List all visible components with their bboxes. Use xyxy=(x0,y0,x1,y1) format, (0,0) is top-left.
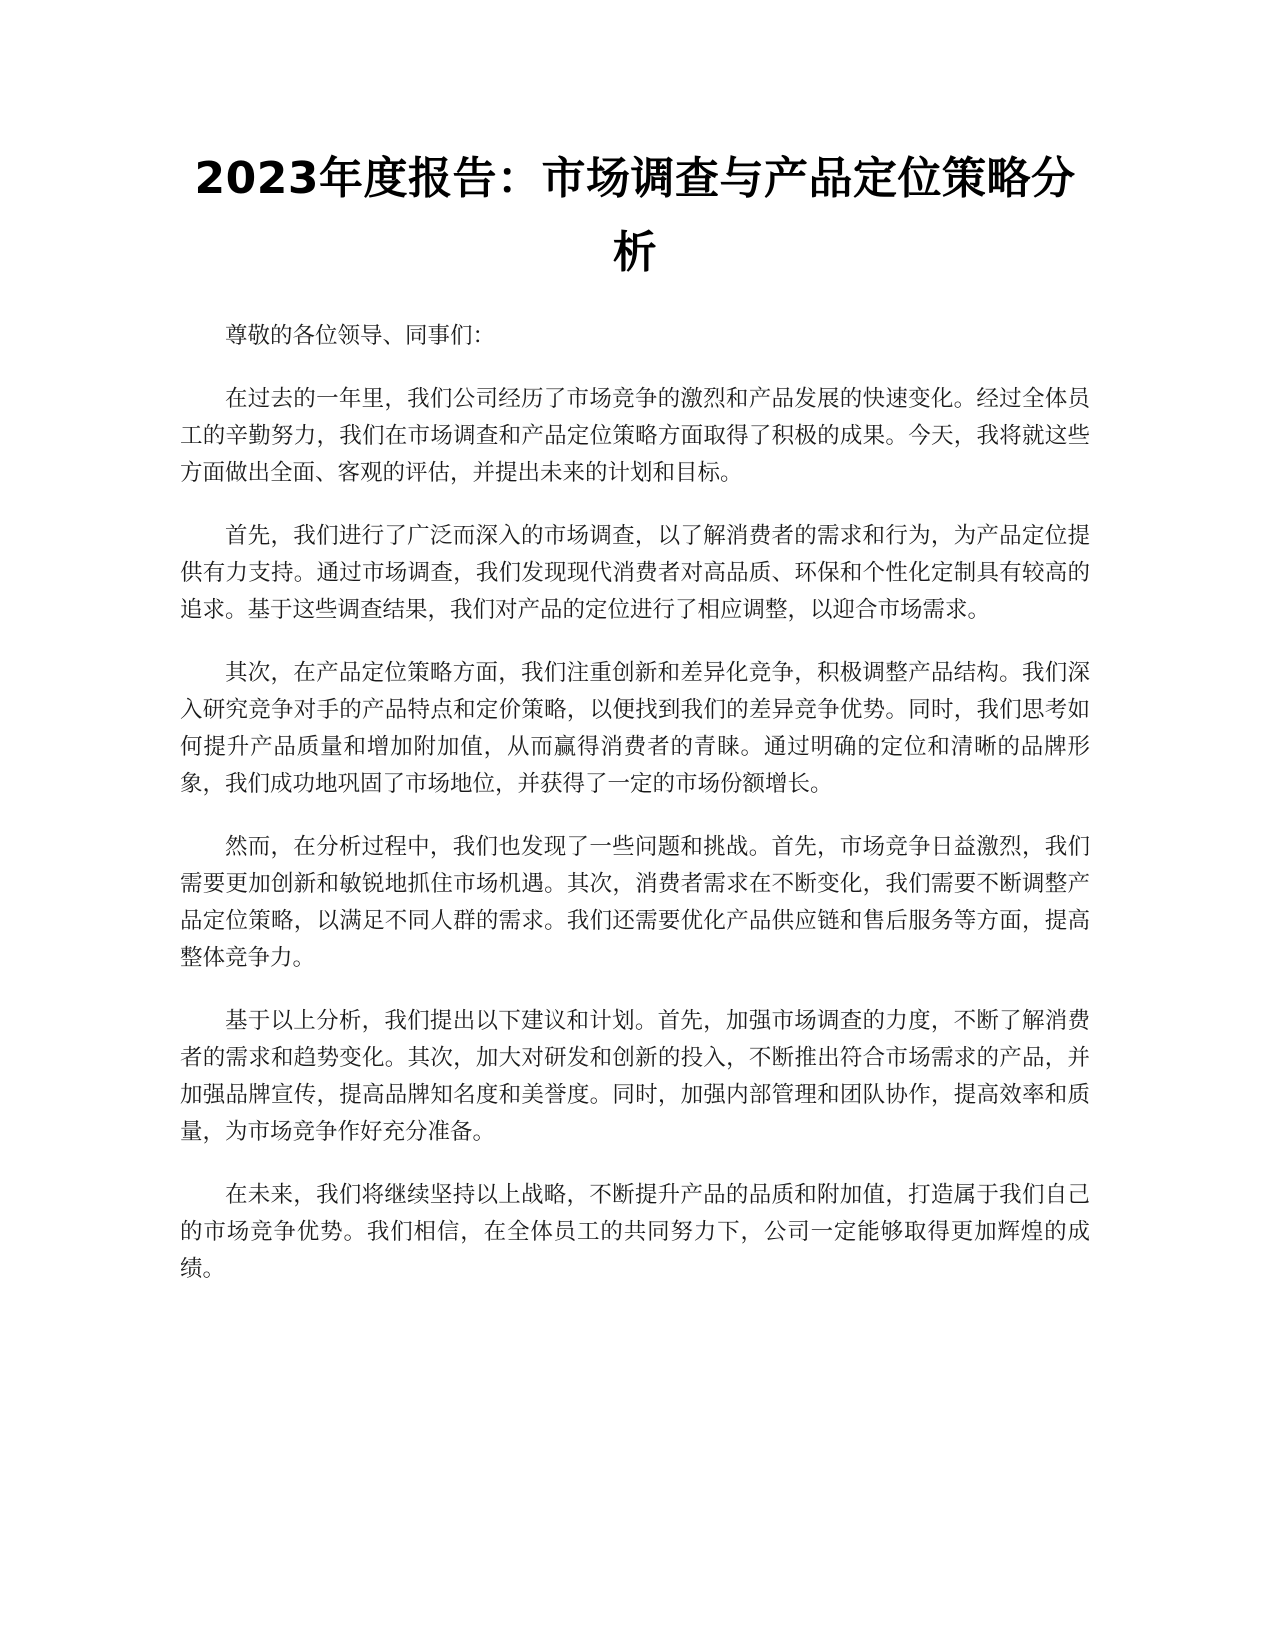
body-paragraph-6: 在未来，我们将继续坚持以上战略，不断提升产品的品质和附加值，打造属于我们自己的市场竞争优势。我们相信，在全体员工的共同努力下，公司一定能够取得更加辉煌的成绩。 xyxy=(180,1182,1090,1282)
body-paragraph-2: 首先，我们进行了广泛而深入的市场调查，以了解消费者的需求和行为，为产品定位提供有力支持。通过市场调查，我们发现现代消费者对高品质、环保和个性化定制具有较高的追求。基于这些调查结果，我们对产品的定位进行了相应调整，以迎合市场需求。 xyxy=(180,523,1090,623)
body-paragraph-4: 然而，在分析过程中，我们也发现了一些问题和挑战。首先，市场竞争日益激烈，我们需要更加创新和敏锐地抓住市场机遇。其次，消费者需求在不断变化，我们需要不断调整产品定位策略，以满足不同人群的需求。我们还需要优化产品供应链和售后服务等方面，提高整体竞争力。 xyxy=(180,834,1090,971)
document-body xyxy=(180,318,1090,1314)
body-paragraph-5: 基于以上分析，我们提出以下建议和计划。首先，加强市场调查的力度，不断了解消费者的需求和趋势变化。其次，加大对研发和创新的投入，不断推出符合市场需求的产品，并加强品牌宣传，提高品牌知名度和美誉度。同时，加强内部管理和团队协作，提高效率和质量，为市场竞争作好充分准备。 xyxy=(180,1008,1090,1145)
body-paragraph-3: 其次，在产品定位策略方面，我们注重创新和差异化竞争，积极调整产品结构。我们深入研究竞争对手的产品特点和定价策略，以便找到我们的差异竞争优势。同时，我们思考如何提升产品质量和增加附加值，从而赢得消费者的青睐。通过明确的定位和清晰的品牌形象，我们成功地巩固了市场地位，并获得了一定的市场份额增长。 xyxy=(180,660,1090,797)
greeting-paragraph: 尊敬的各位领导、同事们： xyxy=(225,323,496,349)
body-paragraph-1: 在过去的一年里，我们公司经历了市场竞争的激烈和产品发展的快速变化。经过全体员工的辛勤努力，我们在市场调查和产品定位策略方面取得了积极的成果。今天，我将就这些方面做出全面、客观的评估，并提出未来的计划和目标。 xyxy=(180,386,1090,486)
document-title: 2023年度报告：市场调查与产品定位策略分析 xyxy=(194,153,1076,278)
